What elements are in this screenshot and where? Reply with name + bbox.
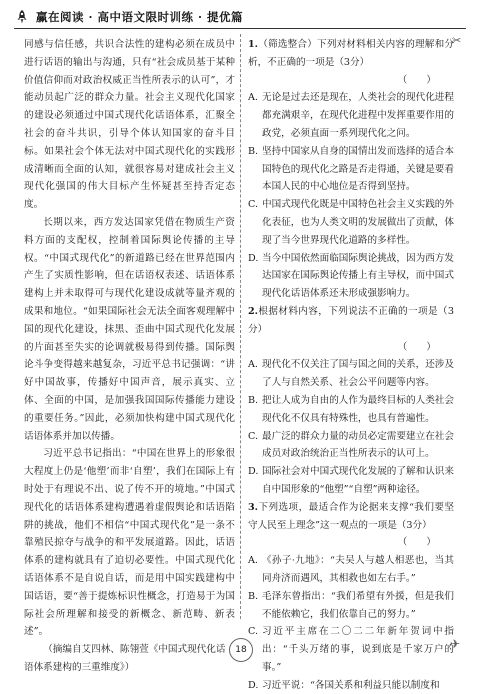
- option-letter: B.: [248, 145, 259, 157]
- question-block: [248, 499, 454, 694]
- answer-blank[interactable]: （ ）: [397, 74, 436, 86]
- scissors-icon: ✂: [452, 34, 462, 47]
- left-column: [24, 36, 235, 677]
- option-text: 习近平说：“各国关系和利益只能以制度和: [262, 679, 440, 691]
- option-text: 把让人成为自由的人作为最终目标的人类社会现代化不仅具有特殊性，也具有普遍性。: [262, 394, 454, 424]
- answer-option[interactable]: [248, 463, 454, 499]
- question-text: （筛选整合）下列对材料相关内容的理解和分析，不正确的一项是（3分）: [248, 39, 454, 68]
- answer-option[interactable]: [248, 143, 454, 196]
- passage-paragraph: 习近平总书记指出：“中国在世界上的形象很大程度上仍是‘他塑’而非‘自塑’，我们在国际上有时处于有理说不出、说了传不开的境地。”中国式现代化的话语体系建构遭遇着虚假舆论和话语陷阱的挑战，他们不相信“中国式现代化”是一条不靠殖民掠夺与战争的和平发展道路。因此，话语体系的建构就具有了迫切必要性。中国式现代化话语体系不是自说自话，而是用中国实践建构中国话语，要“善于提炼标识性概念，打造易于为国际社会所理解和接受的新概念、新范畴、新表述”。: [24, 448, 235, 638]
- rocket-icon: [14, 9, 30, 25]
- header-title: 赢在阅读 · 高中语文限时训练 · 提优篇: [36, 10, 244, 24]
- option-text: 现代化不仅关注了国与国之间的关系，还涉及了人与自然关系、社会公平问题等内容。: [262, 359, 454, 389]
- questions-column: [248, 36, 454, 694]
- option-letter: D.: [248, 679, 259, 691]
- passage-paragraph: 同感与信任感，共识合法性的建构必须在成员中进行话语的输出与沟通，只有“社会成员基于某种价值信仰而对政治权威正当性所表示的认可”，才能动员起广泛的群众力量。社会主义现代化国家的建设必须通过中国式现代化话语体系，汇聚全社会的奋斗共识，引导个体认知国家的奋斗目标。如果社会个体无法对中国式现代化的实践形成清晰而全面的认知，就很容易对建成社会主义现代化强国的伟大目标产生怀疑甚至持否定态度。: [24, 39, 235, 211]
- option-letter: A.: [248, 92, 258, 104]
- option-text: 当今中国依然面临国际舆论挑战，因为西方发达国家在国际舆论传播上有主导权，而中国式现代化话语体系还未形成强影响力。: [262, 252, 454, 300]
- option-letter: C.: [248, 626, 259, 638]
- option-letter: C.: [248, 199, 259, 211]
- answer-option[interactable]: [248, 677, 454, 694]
- option-text: 习近平主席在二〇二二年新年贺词中指出：“千头万绪的事，说到底是千家万户的事。”: [262, 626, 454, 673]
- option-letter: D.: [248, 252, 259, 264]
- option-text: 《孙子·九地》：“夫吴人与越人相恶也，当其同舟济而遇风，其相救也如左右手。”: [262, 555, 454, 584]
- question-stem: [248, 499, 454, 535]
- question-stem: [248, 303, 454, 339]
- page-header: [14, 6, 466, 28]
- option-text: 坚持中国家从自身的国情出发而选择的适合本国特色的现代化之路是否走得通，关键是要看本国人民的中心地位是否得到坚持。: [262, 145, 454, 193]
- option-letter: D.: [248, 466, 259, 478]
- option-letter: A.: [248, 555, 258, 567]
- answer-option[interactable]: [248, 392, 454, 428]
- question-block: [248, 303, 454, 499]
- answer-blank[interactable]: （ ）: [397, 537, 436, 549]
- passage-source: （摘编自艾四林、陈翎萱《中国式现代化话语体系建构的三重维度》）: [24, 644, 226, 673]
- question-text: 下列选项，最适合作为论据来支撑“我们要坚守人民至上理念”这一观点的一项是（3分）: [248, 501, 454, 531]
- question-number: 2.: [248, 305, 259, 317]
- question-number: 1.: [248, 39, 259, 50]
- option-letter: A.: [248, 359, 258, 371]
- answer-option[interactable]: [248, 89, 454, 142]
- question-block: [248, 36, 454, 303]
- paper-plane-icon: ✈: [450, 637, 461, 651]
- question-stem: [248, 36, 454, 72]
- option-text: 毛泽东曾指出：“我们希望有外援，但是我们不能依赖它，我们依靠自己的努力。”: [262, 590, 454, 620]
- answer-option[interactable]: [248, 552, 454, 588]
- option-letter: B.: [248, 394, 259, 406]
- header-rule: [14, 28, 466, 29]
- answer-option[interactable]: [248, 428, 454, 464]
- answer-blank[interactable]: （ ）: [397, 341, 436, 353]
- passage-paragraph: 长期以来，西方发达国家凭借在物质生产资料方面的支配权，控制着国际舆论传播的主导权。“中国式现代化”的新道路已经在世界范围内产生了实质性影响，但在话语权表述、话语体系建构上并未取得可与现代化建设成就等量齐观的成果和地位。“如果国际社会无法全面客观理解中国的现代化建设，抹黑、歪曲中国式现代化发展的片面甚至失实的论调就极易得到传播。国际舆论斗争变得越来越复杂，习近平总书记强调：“讲好中国故事，传播好中国声音，展示真实、立体、全面的中国，是加强我国国际传播能力建设的重要任务。”因此，必须加快构建中国式现代化话语体系并加以传播。: [24, 216, 235, 442]
- option-letter: C.: [248, 430, 259, 442]
- question-number: 3.: [248, 501, 259, 513]
- answer-option[interactable]: [248, 356, 454, 392]
- answer-option[interactable]: [248, 588, 454, 624]
- option-text: 国际社会对中国式现代化发展的了解和认识来自中国形象的“他塑”“自塑”两种途径。: [262, 466, 454, 495]
- page-number: 18: [229, 638, 253, 662]
- column-divider: [240, 34, 241, 619]
- question-text: 根据材料内容，下列说法不正确的一项是（3分）: [248, 305, 454, 335]
- option-text: 中国式现代化既是中国特色社会主义实践的外化表征，也为人类文明的发展做出了贡献，体现了当今世界现代化道路的多样性。: [262, 199, 454, 246]
- answer-option[interactable]: [248, 623, 454, 676]
- option-text: 无论是过去还是现在，人类社会的现代化进程都充满艰辛，在现代化进程中发挥重要作用的政党，必须直面一系列现代化之问。: [262, 92, 454, 139]
- answer-option[interactable]: [248, 250, 454, 303]
- answer-option[interactable]: [248, 196, 454, 249]
- option-text: 最广泛的群众力量的动员必定需要建立在社会成员对政治统治正当性所表示的认可上。: [262, 430, 454, 460]
- option-letter: B.: [248, 590, 259, 602]
